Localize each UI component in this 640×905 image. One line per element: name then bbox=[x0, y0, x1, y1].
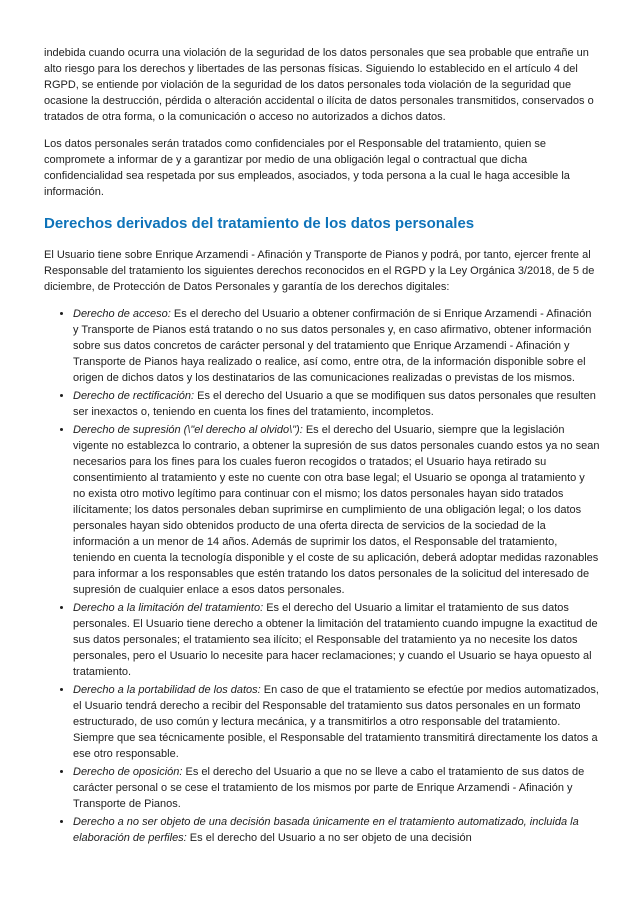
rights-list bbox=[44, 306, 600, 846]
right-description: Es el derecho del Usuario a obtener confirmación de si Enrique Arzamendi - Afinación y Transporte de Pianos está tratando o no sus datos personales y, en caso afirmativo, obtener información sobre sus datos concretos de carácter personal y del tratamiento que Enrique Arzamendi - Afinación y Transporte de Pianos haya realizado o realice, así como, entre otra, de la información disponible sobre el origen de dichos datos y los destinatarios de las comunicaciones realizadas o previstas de los mismos. bbox=[73, 308, 592, 384]
right-description: Es el derecho del Usuario a que se modifiquen sus datos personales que resulten ser inexactos o, teniendo en cuenta los fines del tratamiento, incompletos. bbox=[73, 390, 596, 418]
section-heading-rights: Derechos derivados del tratamiento de los datos personales bbox=[44, 215, 475, 232]
list-item-right-erasure bbox=[73, 422, 600, 598]
right-term: Derecho de acceso: bbox=[73, 308, 171, 320]
list-item-right-opposition bbox=[73, 764, 600, 812]
list-item-right-limitation bbox=[73, 600, 600, 680]
right-description: Es el derecho del Usuario a limitar el tratamiento de sus datos personales. El Usuario tiene derecho a obtener la limitación del tratamiento cuando impugne la exactitud de sus datos personales; el tratamiento sea ilícito; el Responsable del tratamiento ya no necesite los datos personales, pero el Usuario lo necesite para hacer reclamaciones; y cuando el Usuario se haya opuesto al tratamiento. bbox=[73, 602, 598, 678]
paragraph-security-breach: indebida cuando ocurra una violación de la seguridad de los datos personales que sea probable que entrañe un alto riesgo para los derechos y libertades de las personas físicas. Siguiendo lo establecido en el artículo 4 del RGPD, se entiende por violación de la seguridad de los datos personales toda violación de la seguridad que ocasione la destrucción, pérdida o alteración accidental o ilícita de datos personales transmitidos, conservados o tratados de otra forma, o la comunicación o acceso no autorizados a dichos datos. bbox=[44, 47, 594, 123]
list-item-right-automated-decisions bbox=[73, 814, 600, 846]
right-description: Es el derecho del Usuario a no ser objeto de una decisión bbox=[186, 832, 472, 844]
right-term: Derecho de rectificación: bbox=[73, 390, 195, 402]
list-item-right-portability bbox=[73, 682, 600, 762]
right-description: Es el derecho del Usuario a que no se lleve a cabo el tratamiento de sus datos de carácter personal o se cese el tratamiento de los mismos por parte de Enrique Arzamendi - Afinación y Transporte de Pianos. bbox=[73, 766, 585, 810]
paragraph-confidentiality: Los datos personales serán tratados como confidenciales por el Responsable del tratamiento, quien se compromete a informar de y a garantizar por medio de una obligación legal o contractual que dicha confidencialidad sea respetada por sus empleados, asociados, y toda persona a la cual le haga accesible la información. bbox=[44, 138, 570, 198]
list-item-right-access bbox=[73, 306, 600, 386]
paragraph-rights-intro: El Usuario tiene sobre Enrique Arzamendi - Afinación y Transporte de Pianos y podrá, por tanto, ejercer frente al Responsable del tratamiento los siguientes derechos reconocidos en el RGPD y la Ley Orgánica 3/2018, de 5 de diciembre, de Protección de Datos Personales y garantía de los derechos digitales: bbox=[44, 249, 595, 293]
right-description: Es el derecho del Usuario, siempre que la legislación vigente no establezca lo contrario, a obtener la supresión de sus datos personales cuando estos ya no sean necesarios para los fines para los cuales fueron recogidos o tratados; el Usuario haya retirado su consentimiento al tratamiento y este no cuente con otra base legal; el Usuario se oponga al tratamiento y no exista otro motivo legítimo para continuar con el mismo; los datos personales hayan sido tratados ilícitamente; los datos personales deban suprimirse en cumplimiento de una obligación legal; o los datos personales hayan sido obtenidos producto de una oferta directa de servicios de la sociedad de la información a un menor de 14 años. Además de suprimir los datos, el Responsable del tratamiento, teniendo en cuenta la tecnología disponible y el coste de su aplicación, deberá adoptar medidas razonables para informar a los responsables que estén tratando los datos personales de la solicitud del interesado de supresión de cualquier enlace a esos datos personales. bbox=[73, 424, 600, 596]
right-term: Derecho a la portabilidad de los datos: bbox=[73, 684, 261, 696]
right-term: Derecho a no ser objeto de una decisión basada únicamente en el tratamiento automatizado, incluida la elaboración de perfiles: bbox=[73, 816, 579, 844]
right-term: Derecho de oposición: bbox=[73, 766, 183, 778]
right-description: En caso de que el tratamiento se efectúe por medios automatizados, el Usuario tendrá derecho a recibir del Responsable del tratamiento sus datos personales en un formato estructurado, de uso común y lectura mecánica, y a transmitirlos a otro responsable del tratamiento. Siempre que sea técnicamente posible, el Responsable del tratamiento transmitirá directamente los datos a ese otro responsable. bbox=[73, 684, 599, 760]
list-item-right-rectification bbox=[73, 388, 600, 420]
right-term: Derecho a la limitación del tratamiento: bbox=[73, 602, 264, 614]
right-term: Derecho de supresión (\"el derecho al olvido\"): bbox=[73, 424, 303, 436]
